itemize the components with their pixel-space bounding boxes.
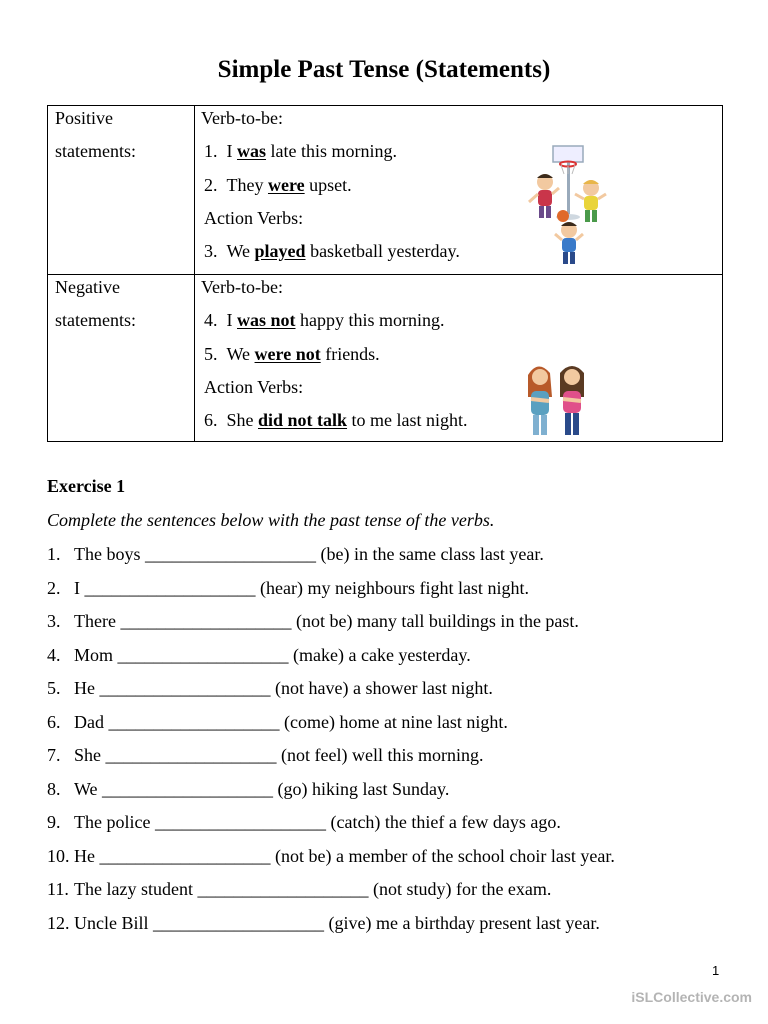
positive-label-line2: statements:	[55, 141, 136, 161]
exercise-instruction: Complete the sentences below with the past tense of the verbs.	[47, 510, 495, 530]
example-4-pre: I	[226, 310, 237, 330]
example-1-verb: was	[237, 141, 267, 161]
example-6-verb: did not talk	[258, 410, 348, 430]
example-6-number: 6.	[204, 410, 218, 430]
exercise-item-number: 3.	[47, 611, 61, 631]
exercise-item-text: The police ___________________ (catch) the thief a few days ago.	[74, 812, 561, 832]
exercise-item-text: The boys ___________________ (be) in the same class last year.	[74, 544, 544, 564]
table-row-negative	[48, 275, 722, 441]
example-5-pre: We	[226, 344, 255, 364]
negative-heading-action-verbs: Action Verbs:	[204, 377, 304, 397]
negative-heading-verb-to-be: Verb-to-be:	[201, 277, 283, 297]
example-5-number: 5.	[204, 344, 218, 364]
exercise-item-number: 2.	[47, 577, 61, 598]
exercise-item	[47, 711, 508, 735]
exercise-item-number: 8.	[47, 778, 61, 799]
watermark: iSLCollective.com	[631, 989, 752, 1005]
exercise-item	[47, 577, 529, 601]
example-3-verb: played	[254, 241, 306, 261]
exercise-item	[47, 778, 449, 802]
example-3	[204, 240, 460, 262]
exercise-item	[47, 912, 600, 936]
exercise-item	[47, 543, 544, 567]
exercise-item-number: 12.	[47, 912, 70, 933]
example-1-pre: I	[226, 141, 237, 161]
exercise-item-text: Mom ___________________ (make) a cake yesterday.	[74, 644, 471, 665]
exercise-item-text: We ___________________ (go) hiking last Sunday.	[74, 778, 450, 799]
exercise-item-text: I ___________________ (hear) my neighbours fight last night.	[74, 577, 529, 598]
positive-heading-action-verbs: Action Verbs:	[204, 208, 304, 228]
exercise-item-text: She ___________________ (not feel) well this morning.	[74, 745, 484, 765]
exercise-item-number: 11.	[47, 879, 69, 899]
example-1-post: late this morning.	[266, 141, 397, 161]
example-6-pre: She	[226, 410, 258, 430]
exercise-item-number: 5.	[47, 678, 61, 698]
example-2-verb: were	[267, 175, 305, 195]
example-2	[204, 174, 352, 196]
exercise-item	[47, 811, 561, 835]
exercise-item-text: Uncle Bill ___________________ (give) me a birthday present last year.	[74, 912, 600, 933]
exercise-item-number: 1.	[47, 544, 61, 564]
example-2-number: 2.	[204, 175, 218, 195]
exercise-heading: Exercise 1	[47, 476, 126, 496]
positive-label-line1: Positive	[55, 108, 114, 128]
exercise-item-text: There ___________________ (not be) many tall buildings in the past.	[74, 611, 579, 631]
example-4	[204, 309, 445, 331]
example-6	[204, 409, 468, 431]
exercise-item-number: 10.	[47, 845, 70, 866]
exercise-item-number: 4.	[47, 644, 61, 665]
exercise-item	[47, 845, 615, 869]
example-3-post: basketball yesterday.	[305, 241, 460, 261]
negative-label-line2: statements:	[55, 310, 136, 330]
exercise-item	[47, 744, 483, 768]
exercise-item-number: 9.	[47, 812, 61, 832]
exercise-item-number: 7.	[47, 745, 61, 765]
exercise-item-text: He ___________________ (not be) a member of the school choir last year.	[74, 845, 615, 866]
example-3-number: 3.	[204, 241, 218, 261]
exercise-item	[47, 677, 493, 701]
page-title: Simple Past Tense (Statements)	[217, 56, 551, 83]
exercise-item-number: 6.	[47, 711, 61, 732]
example-2-post: upset.	[304, 175, 352, 195]
exercise-item	[47, 644, 471, 668]
grammar-table	[47, 105, 723, 442]
table-row-positive	[48, 106, 722, 275]
example-1	[204, 140, 397, 162]
exercise-item-text: The lazy student ___________________ (not study) for the exam.	[74, 879, 552, 899]
example-5	[204, 343, 380, 365]
example-4-post: happy this morning.	[295, 310, 445, 330]
exercise-item-text: Dad ___________________ (come) home at nine last night.	[74, 711, 508, 732]
kids-basketball-illustration	[523, 144, 613, 266]
example-3-pre: We	[226, 241, 255, 261]
example-6-post: to me last night.	[347, 410, 468, 430]
example-1-number: 1.	[204, 141, 218, 161]
exercise-item	[47, 610, 579, 634]
exercise-item	[47, 878, 551, 902]
example-2-pre: They	[226, 175, 268, 195]
example-5-verb: were not	[254, 344, 321, 364]
example-5-post: friends.	[320, 344, 380, 364]
positive-heading-verb-to-be: Verb-to-be:	[201, 108, 283, 128]
example-4-number: 4.	[204, 310, 218, 330]
page-number: 1	[712, 963, 720, 978]
example-4-verb: was not	[237, 310, 296, 330]
negative-label-line1: Negative	[55, 277, 120, 297]
two-girls-illustration	[522, 361, 592, 437]
exercise-item-text: He ___________________ (not have) a shower last night.	[74, 678, 493, 698]
